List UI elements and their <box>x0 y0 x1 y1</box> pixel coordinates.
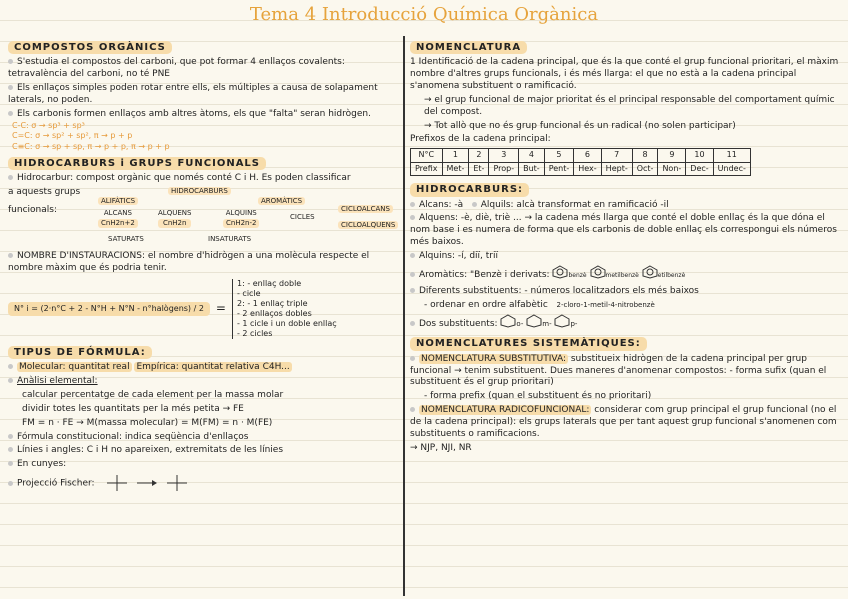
hydrocarbon-tree <box>8 187 396 249</box>
nomenclatura-arrow-2: → Tot allò que no és grup funcional és un radical (no solen participar) <box>424 120 736 131</box>
heading-hidrocarburs: HIDROCARBURS i GRUPS FUNCIONALS <box>8 157 266 170</box>
nomenclatura-arrow-1: → el grup funcional de major prioritat és el principal responsable del comportament químic del compost. <box>424 94 835 117</box>
tree-saturats: SATURATS <box>108 235 144 244</box>
bullet-icon <box>410 288 415 293</box>
instauracio-definition: NOMBRE D'INSTAURACIONS: el nombre d'hidrògen a una molècula respecte el nombre màxim que és podria tenir. <box>8 251 370 274</box>
tree-aromatic: AROMÀTICS <box>258 197 305 205</box>
bullet-icon <box>410 356 415 361</box>
page-title: Tema 4 Introducció Química Orgànica <box>249 4 599 25</box>
heading-nomenclatura: NOMENCLATURA <box>410 41 527 54</box>
tree-insaturats: INSATURATS <box>208 235 252 244</box>
analisi-title: Anàlisi elemental: <box>8 376 396 388</box>
analisi-step-3: FM = n · FE → M(massa molecular) = M(FM) = n · M(FE) <box>22 417 273 428</box>
alcans-alquils: Alcans: -à Alquils: alcà transformat en ramificació -il <box>410 200 840 212</box>
bullet-icon <box>410 253 415 258</box>
hidrocarbur-definition: Hidrocarbur: compost orgànic que només conté C i H. Es poden classificar <box>8 173 396 185</box>
bullet-icon <box>410 202 415 207</box>
bullet-icon <box>8 85 13 90</box>
cunyes: En cunyes: <box>8 459 396 471</box>
bullet-icon <box>8 378 13 383</box>
bullet-icon <box>410 272 415 277</box>
fischer-projection-icon <box>97 473 217 493</box>
alquins: Alquins: -í, diï, triï <box>410 251 840 263</box>
bullet-icon <box>8 461 13 466</box>
left-column <box>8 38 396 495</box>
tree-cicloalquens: CICLOALQUENS <box>338 221 398 229</box>
tree-alquens: ALQUENS <box>158 209 192 218</box>
analisi-step-1: calcular percentatge de cada element per la massa molar <box>22 389 284 400</box>
bullet-icon <box>8 447 13 452</box>
bullet-icon <box>8 175 13 180</box>
tree-alquins: ALQUINS <box>225 209 257 218</box>
bullet-icon <box>8 253 13 258</box>
table-row: N°C 1 2 3 4 5 6 7 8 9 10 11 <box>411 149 751 163</box>
toluene-icon <box>590 265 606 284</box>
point-compostos-1: S'estudia el compostos del carboni, que pot formar 4 enllaços covalents: tetravalència del carboni, no té PNE <box>8 57 345 80</box>
tree-cicles: CICLES <box>290 213 315 222</box>
radicofuncional: NOMENCLATURA RADICOFUNCIONAL: considerar com grup principal el grup funcional (no el de la cadena principal): els grups laterals que per tant aquest grup funcional s'anomenen com substituents o ramificacions. <box>410 405 837 439</box>
heading-hidrocarburs-right: HIDROCARBURS: <box>410 183 529 196</box>
analisi-step-2: dividir totes les quantitats per la més petita → FE <box>22 403 244 414</box>
benzene-icon <box>552 265 568 284</box>
constitucional: Fórmula constitucional: indica seqüència d'enllaços <box>8 432 396 444</box>
right-column <box>410 38 840 457</box>
bullet-icon <box>8 111 13 116</box>
bullet-icon <box>410 407 415 412</box>
bullet-icon <box>410 215 415 220</box>
tree-alquins-formula: CnH2n-2 <box>223 219 259 228</box>
tree-aliphatic: ALIFÀTICS <box>98 197 138 205</box>
table-row: Prefix Met- Et- Prop- But- Pent- Hex- Hept- Oct- Non- Dec- Undec- <box>411 162 751 176</box>
bullet-icon <box>8 364 13 369</box>
formula-types: Molecular: quantitat real Empírica: quantitat relativa C4H... <box>8 362 396 374</box>
prefix-table <box>410 148 751 176</box>
diferents-substituents: Diferents substituents: - números localitzadors els més baixos <box>410 286 840 298</box>
tree-root: HIDROCARBURS <box>168 187 231 195</box>
heading-sistematiques: NOMENCLATURES SISTEMÀTIQUES: <box>410 337 647 350</box>
bullet-icon <box>472 202 477 207</box>
diferents-ordre: - ordenar en ordre alfabètic 2-cloro-1-metil-4-nitrobenzè <box>424 299 655 310</box>
hybrid-formulas: C-C: σ → sp³ + sp³ C=C: σ → sp² + sp², π → p + p C≡C: σ → sp + sp, π → p + p, π → p + p <box>12 120 170 151</box>
fischer: Projecció Fischer: <box>8 473 396 493</box>
tree-label-2: funcionals: <box>8 205 57 216</box>
nomenclatura-last: → NJP, NJI, NR <box>410 442 472 453</box>
para-icon <box>554 314 570 333</box>
nomenclatura-p1: 1 Identificació de la cadena principal, que és la que conté el grup funcional prioritari, el màxim nombre d'altres grups funcionals, i és més llarga: el que no està a la cadena principal s'anomena substituent o ramificació. <box>410 57 839 91</box>
point-compostos-2: Els enllaços simples poden rotar entre ells, els múltiples a causa de solapament laterals, no poden. <box>8 82 378 105</box>
linies-angles: Línies i angles: C i H no apareixen, extremitats de les línies <box>8 445 396 457</box>
tree-cicloalcans: CICLOALCANS <box>338 205 393 213</box>
ethylbenzene-icon <box>642 265 658 284</box>
tree-alquens-formula: CnH2n <box>158 219 191 228</box>
meta-icon <box>526 314 542 333</box>
bullet-icon <box>8 481 13 486</box>
aromatics: Aromàtics: "Benzè i derivats: benzè metilbenzè etilbenzè <box>410 265 840 284</box>
dos-substituents: Dos substituents: o- m- p- <box>410 314 840 333</box>
tree-label-1: a aquests grups <box>8 187 81 198</box>
instauracio-formula-block: N° i = (2·n°C + 2 - N°H + N°N - n°halògens) / 2 = 1: - enllaç doble - cicle 2: - 1 enllaç triple - 2 enllaços dobles - 1 cicle i un doble enllaç - 2 cicles <box>8 279 396 339</box>
substitutiva: NOMENCLATURA SUBSTITUTIVA: substitueix hidrògen de la cadena principal per grup funcional → tenim substituent. Dues maneres d'anomenar compostos: - forma sufix (quan el substituent és el grup prioritari) <box>410 353 827 388</box>
prefixos-title: Prefixos de la cadena principal: <box>410 134 551 145</box>
ortho-icon <box>500 314 516 333</box>
bullet-icon <box>8 434 13 439</box>
bullet-icon <box>8 59 13 64</box>
substitutiva-prefix: - forma prefix (quan el substituent és no prioritari) <box>424 391 652 402</box>
heading-compostos: COMPOSTOS ORGÀNICS <box>8 41 172 54</box>
column-divider <box>403 36 405 596</box>
instauracio-cases: 1: - enllaç doble - cicle 2: - 1 enllaç triple - 2 enllaços dobles - 1 cicle i un doble enllaç - 2 cicles <box>232 279 337 339</box>
heading-tipus: TIPUS DE FÓRMULA: <box>8 346 152 359</box>
bullet-icon <box>410 321 415 326</box>
instauracio-formula: N° i = (2·n°C + 2 - N°H + N°N - n°halògens) / 2 <box>8 302 210 317</box>
tree-alcans-formula: CnH2n+2 <box>98 219 138 228</box>
tree-alcans: ALCANS <box>103 209 132 218</box>
point-compostos-3: Els carbonis formen enllaços amb altres àtoms, els que "falta" seran hidrògen. C-C: σ → sp³ + sp³ C=C: σ → sp² + sp², π → p + p C≡C: σ → sp + sp, π → p + p, π → p + p <box>8 109 396 153</box>
alquens: Alquens: -è, diè, triè ... → la cadena més llarga que conté el doble enllaç és la que dóna el nom base i es numera de forma que els carbonis de doble enllaç els correspongui els números més baixos. <box>410 213 837 248</box>
